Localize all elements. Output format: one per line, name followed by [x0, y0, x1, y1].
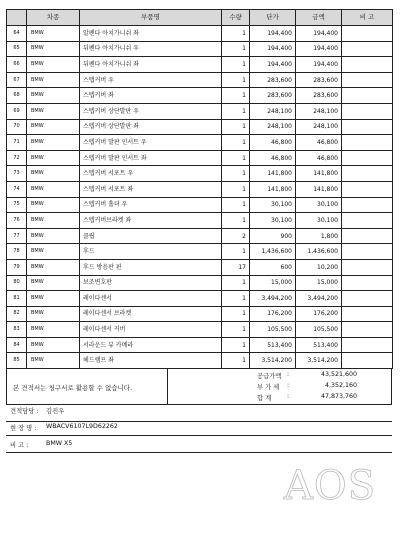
row-amount: 3,494,200 [296, 291, 342, 307]
row-no: 80 [7, 275, 27, 291]
row-part: 후드 방음판 핀 [80, 259, 222, 275]
row-qty: 2 [222, 228, 250, 244]
row-amount: 15,000 [296, 275, 342, 291]
row-no: 73 [7, 166, 27, 182]
row-car: BMW [27, 88, 80, 104]
row-unit-price: 105,500 [250, 322, 296, 338]
row-amount: 46,800 [296, 135, 342, 151]
supply-label: 공급가액 [257, 373, 282, 381]
row-qty: 17 [222, 259, 250, 275]
row-part: 스텝커버 발판 인서트 우 [80, 135, 222, 151]
row-unit-price: 248,100 [250, 103, 296, 119]
row-car: BMW [27, 57, 80, 73]
table-row [7, 88, 393, 104]
row-car: BMW [27, 259, 80, 275]
row-qty: 1 [222, 353, 250, 369]
aos-watermark: AOS [284, 463, 377, 509]
row-unit-price: 30,100 [250, 213, 296, 229]
row-qty: 1 [222, 41, 250, 57]
row-amount: 176,200 [296, 306, 342, 322]
row-amount: 10,200 [296, 259, 342, 275]
info-divider-3 [6, 452, 392, 453]
row-unit-price: 283,600 [250, 72, 296, 88]
row-unit-price: 46,800 [250, 150, 296, 166]
row-note [342, 103, 393, 119]
row-amount: 30,100 [296, 213, 342, 229]
row-unit-price: 194,400 [250, 57, 296, 73]
table-row [7, 119, 393, 135]
parts-table [6, 9, 393, 369]
row-car: BMW [27, 213, 80, 229]
row-unit-price: 176,200 [250, 306, 296, 322]
row-amount: 194,400 [296, 26, 342, 42]
row-amount: 513,400 [296, 337, 342, 353]
row-qty: 1 [222, 322, 250, 338]
row-no: 85 [7, 353, 27, 369]
vin-value: WBACV6107L9D62262 [46, 423, 118, 430]
row-note [342, 150, 393, 166]
row-qty: 1 [222, 213, 250, 229]
row-unit-price: 600 [250, 259, 296, 275]
row-qty: 1 [222, 244, 250, 260]
row-note [342, 213, 393, 229]
row-unit-price: 1,436,600 [250, 244, 296, 260]
row-no: 68 [7, 88, 27, 104]
row-note [342, 135, 393, 151]
row-amount: 30,100 [296, 197, 342, 213]
row-qty: 1 [222, 306, 250, 322]
table-row [7, 291, 393, 307]
row-amount: 3,514,200 [296, 353, 342, 369]
row-no: 65 [7, 41, 27, 57]
row-car: BMW [27, 322, 80, 338]
total-value: 47,873,760 [320, 393, 357, 401]
row-note [342, 337, 393, 353]
row-unit-price: 30,100 [250, 197, 296, 213]
table-row [7, 197, 393, 213]
manager-value: 김진우 [46, 408, 65, 415]
row-qty: 1 [222, 197, 250, 213]
info-divider [6, 421, 392, 422]
row-part: 레이다센서 [80, 291, 222, 307]
row-car: BMW [27, 291, 80, 307]
row-qty: 1 [222, 88, 250, 104]
row-no: 83 [7, 322, 27, 338]
row-qty: 1 [222, 26, 250, 42]
row-amount: 1,436,600 [296, 244, 342, 260]
table-row [7, 213, 393, 229]
header-part: 부품명 [80, 10, 222, 26]
table-row [7, 26, 393, 42]
row-note [342, 57, 393, 73]
table-row [7, 306, 393, 322]
table-row [7, 103, 393, 119]
row-note [342, 322, 393, 338]
row-part: 스텝커버 상단발판 좌 [80, 119, 222, 135]
row-no: 84 [7, 337, 27, 353]
table-row [7, 353, 393, 369]
row-unit-price: 194,400 [250, 41, 296, 57]
row-qty: 1 [222, 135, 250, 151]
row-qty: 1 [222, 150, 250, 166]
row-no: 66 [7, 57, 27, 73]
row-part: 스텝커버브라켓 좌 [80, 213, 222, 229]
row-qty: 1 [222, 275, 250, 291]
row-car: BMW [27, 41, 80, 57]
row-unit-price: 46,800 [250, 135, 296, 151]
table-row [7, 259, 393, 275]
row-note [342, 228, 393, 244]
row-car: BMW [27, 135, 80, 151]
row-part: 뒤펜다 아치가니쉬 우 [80, 41, 222, 57]
summary-divider [167, 369, 168, 404]
row-car: BMW [27, 150, 80, 166]
row-no: 81 [7, 291, 27, 307]
row-unit-price: 3,514,200 [250, 353, 296, 369]
row-note [342, 26, 393, 42]
row-unit-price: 3,494,200 [250, 291, 296, 307]
row-qty: 1 [222, 119, 250, 135]
summary-box: 본 견적서는 청구서로 활용할 수 없습니다. 공급가액 : 43,521,600 부 가 세 : 4,352,160 합 계 : 47,873,760 [6, 369, 392, 405]
row-part: 레이다센서 브라켓 [80, 306, 222, 322]
supply-value: 43,521,600 [320, 371, 357, 379]
row-part: 알펜다 아치가니쉬 좌 [80, 26, 222, 42]
table-header-row [7, 10, 393, 26]
table-row [7, 166, 393, 182]
note-value: BMW X5 [46, 440, 73, 447]
row-part: 스텝커버 서포트 우 [80, 166, 222, 182]
row-part: 서라운드 뷰 카메라 [80, 337, 222, 353]
row-part: 뒤펜다 아치가니쉬 좌 [80, 57, 222, 73]
row-amount: 248,100 [296, 103, 342, 119]
header-qty: 수량 [222, 10, 250, 26]
table-row [7, 228, 393, 244]
row-car: BMW [27, 353, 80, 369]
row-no: 71 [7, 135, 27, 151]
row-car: BMW [27, 72, 80, 88]
row-amount: 194,400 [296, 41, 342, 57]
row-qty: 1 [222, 291, 250, 307]
notice-text: 본 견적서는 청구서로 활용할 수 없습니다. [13, 384, 133, 393]
table-row [7, 135, 393, 151]
row-qty: 1 [222, 57, 250, 73]
header-amount: 금액 [296, 10, 342, 26]
row-part: 보조변호판 [80, 275, 222, 291]
row-qty: 1 [222, 337, 250, 353]
row-no: 78 [7, 244, 27, 260]
row-no: 74 [7, 181, 27, 197]
row-car: BMW [27, 197, 80, 213]
row-no: 70 [7, 119, 27, 135]
row-car: BMW [27, 275, 80, 291]
row-part: 클립 [80, 228, 222, 244]
estimate-sheet [6, 9, 392, 405]
row-part: 레이다센서 커버 [80, 322, 222, 338]
info-divider-2 [6, 435, 392, 436]
row-no: 76 [7, 213, 27, 229]
header-car: 차종 [27, 10, 80, 26]
header-no [7, 10, 27, 26]
table-row [7, 57, 393, 73]
row-amount: 283,600 [296, 88, 342, 104]
row-no: 82 [7, 306, 27, 322]
table-row [7, 244, 393, 260]
note-label: 비 고 : [10, 442, 29, 449]
row-no: 75 [7, 197, 27, 213]
table-row [7, 275, 393, 291]
row-qty: 1 [222, 103, 250, 119]
header-note: 비 고 [342, 10, 393, 26]
row-car: BMW [27, 119, 80, 135]
row-note [342, 88, 393, 104]
row-part: 스텝커버 상단발판 우 [80, 103, 222, 119]
row-note [342, 291, 393, 307]
row-part: 후드 [80, 244, 222, 260]
row-part: 스텝커버 서포트 좌 [80, 181, 222, 197]
row-unit-price: 900 [250, 228, 296, 244]
row-note [342, 353, 393, 369]
table-row [7, 72, 393, 88]
row-note [342, 259, 393, 275]
total-label: 합 계 [257, 395, 272, 403]
row-no: 69 [7, 103, 27, 119]
row-car: BMW [27, 181, 80, 197]
row-note [342, 166, 393, 182]
row-note [342, 119, 393, 135]
table-row [7, 337, 393, 353]
row-unit-price: 141,800 [250, 181, 296, 197]
row-unit-price: 15,000 [250, 275, 296, 291]
row-note [342, 197, 393, 213]
row-unit-price: 248,100 [250, 119, 296, 135]
row-car: BMW [27, 244, 80, 260]
table-row [7, 41, 393, 57]
table-row [7, 181, 393, 197]
row-note [342, 275, 393, 291]
row-no: 72 [7, 150, 27, 166]
row-car: BMW [27, 306, 80, 322]
row-car: BMW [27, 337, 80, 353]
row-amount: 141,800 [296, 181, 342, 197]
row-car: BMW [27, 103, 80, 119]
vat-value: 4,352,160 [324, 382, 357, 390]
row-amount: 194,400 [296, 57, 342, 73]
row-no: 79 [7, 259, 27, 275]
row-car: BMW [27, 166, 80, 182]
table-row [7, 322, 393, 338]
row-amount: 46,800 [296, 150, 342, 166]
row-note [342, 244, 393, 260]
row-note [342, 72, 393, 88]
row-note [342, 306, 393, 322]
row-amount: 248,100 [296, 119, 342, 135]
row-no: 64 [7, 26, 27, 42]
header-unit-price: 단가 [250, 10, 296, 26]
row-note [342, 181, 393, 197]
row-amount: 1,800 [296, 228, 342, 244]
row-part: 스텝커버 우 [80, 72, 222, 88]
table-row [7, 150, 393, 166]
row-qty: 1 [222, 181, 250, 197]
manager-label: 견적담당 : [10, 408, 39, 415]
row-unit-price: 283,600 [250, 88, 296, 104]
row-amount: 283,600 [296, 72, 342, 88]
row-car: BMW [27, 26, 80, 42]
vin-label: 현 장 명 : [10, 425, 37, 432]
row-part: 스텝커버 발판 인서트 좌 [80, 150, 222, 166]
row-unit-price: 141,800 [250, 166, 296, 182]
row-no: 67 [7, 72, 27, 88]
row-note [342, 41, 393, 57]
row-part: 헤드램프 좌 [80, 353, 222, 369]
row-qty: 1 [222, 166, 250, 182]
row-qty: 1 [222, 72, 250, 88]
row-amount: 105,500 [296, 322, 342, 338]
row-unit-price: 194,400 [250, 26, 296, 42]
row-amount: 141,800 [296, 166, 342, 182]
vat-label: 부 가 세 [257, 384, 280, 392]
row-no: 77 [7, 228, 27, 244]
row-part: 스텝커버 홀더 우 [80, 197, 222, 213]
row-unit-price: 513,400 [250, 337, 296, 353]
row-part: 스텝커버 좌 [80, 88, 222, 104]
row-car: BMW [27, 228, 80, 244]
